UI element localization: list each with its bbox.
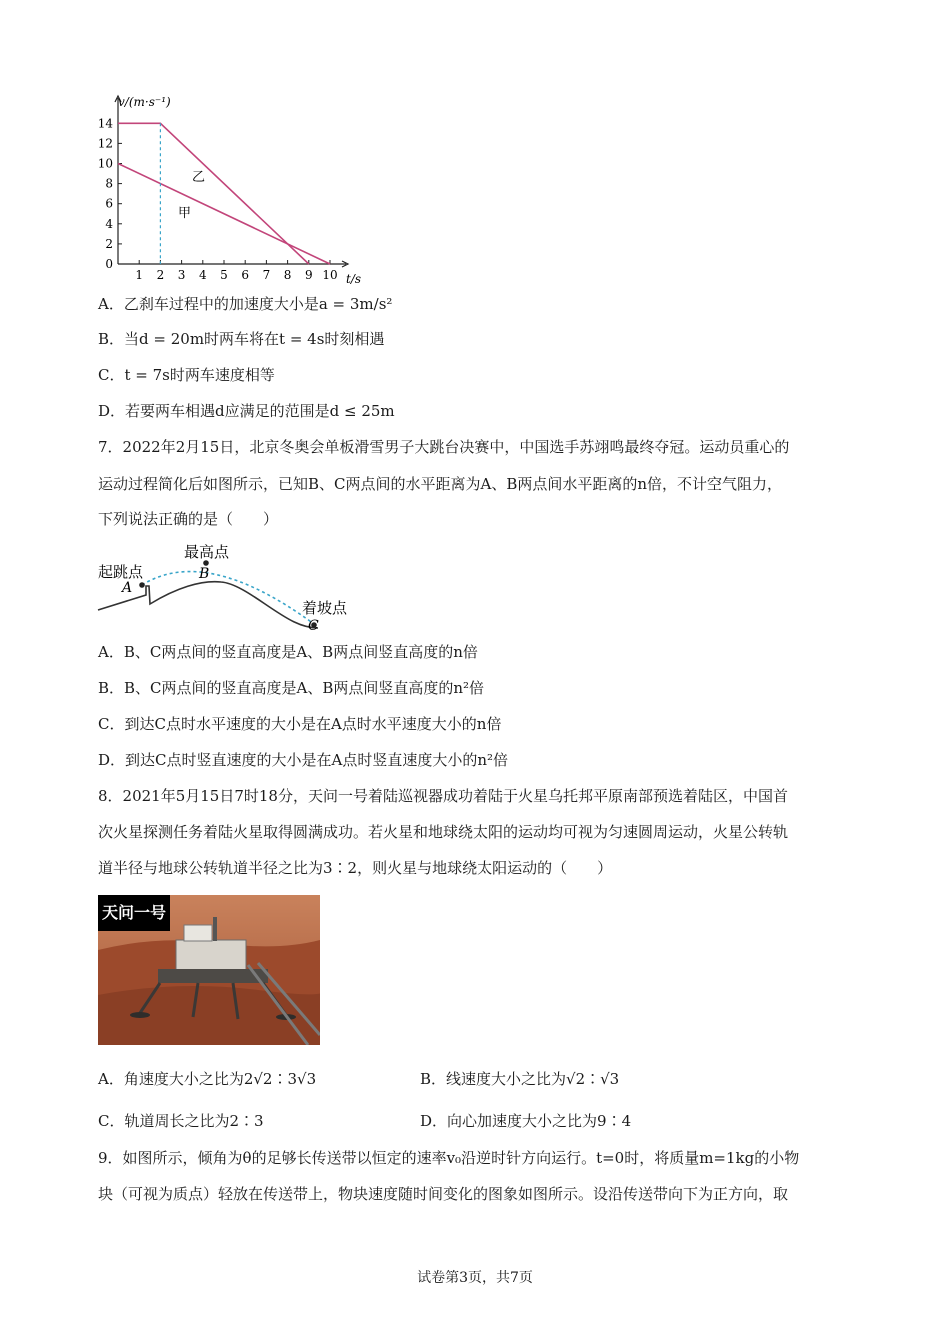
chart-series: [118, 123, 330, 264]
label-landing: 着坡点: [302, 599, 348, 617]
label-start: 起跳点: [98, 563, 144, 581]
q6-option-a: A．乙刹车过程中的加速度大小是a = 3m/s²: [98, 295, 393, 313]
label-a: A: [122, 580, 133, 596]
q6-option-d: D．若要两车相遇d应满足的范围是d ≤ 25m: [98, 402, 395, 420]
y-tick-label-0: 0: [105, 257, 113, 271]
v-t-chart: [96, 92, 376, 287]
q7-option-c: C．到达C点时水平速度的大小是在A点时水平速度大小的n倍: [98, 715, 502, 733]
y-tick-label-4: 4: [105, 216, 113, 231]
y-tick-label-2: 2: [105, 236, 113, 251]
q7-option-a: A．B、C两点间的竖直高度是A、B两点间竖直高度的n倍: [98, 643, 478, 661]
x-axis-label: t/s: [346, 272, 362, 286]
point-a: [139, 582, 145, 588]
series-label-jia: 甲: [178, 206, 192, 221]
x-tick-label-2: 2: [156, 268, 165, 282]
q6-option-b: B．当d = 20m时两车将在t = 4s时刻相遇: [98, 330, 385, 348]
label-c: C: [308, 618, 319, 634]
q9-stem-line-1: 9．如图所示，倾角为θ的足够长传送带以恒定的速率v₀沿逆时针方向运行。t=0时，将质量m=1kg的小物: [98, 1149, 800, 1167]
q7-stem-line-3: 下列说法正确的是（ ）: [98, 510, 279, 528]
series-label-yi: 乙: [192, 170, 206, 185]
x-tick-label-1: 1: [135, 268, 144, 282]
x-tick-label-7: 7: [262, 268, 271, 282]
q8-option-d: D．向心加速度大小之比为9∶4: [420, 1112, 632, 1130]
ski-jump-diagram: [96, 540, 366, 635]
photo-title-label: 天问一号: [98, 895, 170, 931]
series-line-yi: [118, 123, 309, 264]
x-tick-label-5: 5: [220, 268, 228, 282]
x-tick-label-10: 10: [322, 268, 338, 282]
y-tick-label-6: 6: [105, 196, 113, 211]
y-tick-label-12: 12: [97, 136, 113, 151]
y-tick-label-10: 10: [97, 156, 113, 171]
y-tick-label-14: 14: [97, 116, 113, 131]
series-line-jia: [118, 164, 330, 265]
q7-stem-line-1: 7．2022年2月15日，北京冬奥会单板滑雪男子大跳台决赛中，中国选手苏翊鸣最终夺冠。运动员重心的: [98, 438, 790, 456]
q8-stem-line-3: 道半径与地球公转轨道半径之比为3∶2，则火星与地球绕太阳运动的（ ）: [98, 859, 613, 877]
point-b: [203, 560, 209, 566]
trajectory-dashed: [142, 572, 314, 624]
y-axis-label: v/(m·s⁻¹): [118, 95, 171, 109]
q8-option-a: A．角速度大小之比为2√2∶3√3: [98, 1070, 317, 1088]
mars-rover-photo: [98, 895, 320, 1045]
q8-option-b: B．线速度大小之比为√2∶√3: [420, 1070, 620, 1088]
x-tick-label-6: 6: [241, 268, 250, 282]
q7-option-b: B．B、C两点间的竖直高度是A、B两点间竖直高度的n²倍: [98, 679, 485, 697]
x-tick-label-4: 4: [198, 268, 207, 282]
q8-option-c: C．轨道周长之比为2∶3: [98, 1112, 264, 1130]
x-tick-label-8: 8: [283, 268, 292, 282]
x-tick-label-3: 3: [177, 268, 186, 282]
x-tick-label-9: 9: [304, 268, 313, 282]
label-b: B: [199, 566, 210, 582]
q7-option-d: D．到达C点时竖直速度的大小是在A点时竖直速度大小的n²倍: [98, 751, 509, 769]
chart-axes: [115, 96, 348, 267]
q8-stem-line-2: 次火星探测任务着陆火星取得圆满成功。若火星和地球绕太阳的运动均可视为匀速圆周运动，火星公转轨: [98, 823, 789, 841]
q7-stem-line-2: 运动过程简化后如图所示，已知B、C两点间的水平距离为A、B两点间水平距离的n倍，不计空气阻力，: [98, 475, 783, 493]
q9-stem-line-2: 块（可视为质点）轻放在传送带上，物块速度随时间变化的图象如图所示。设沿传送带向下为正方向，取: [98, 1185, 789, 1203]
q8-stem-line-1: 8．2021年5月15日7时18分，天问一号着陆巡视器成功着陆于火星乌托邦平原南部预选着陆区，中国首: [98, 787, 788, 805]
page-footer: 试卷第3页，共7页: [417, 1270, 533, 1286]
y-tick-label-8: 8: [105, 176, 113, 191]
label-top: 最高点: [184, 543, 230, 561]
q6-option-c: C．t = 7s时两车速度相等: [98, 366, 275, 384]
